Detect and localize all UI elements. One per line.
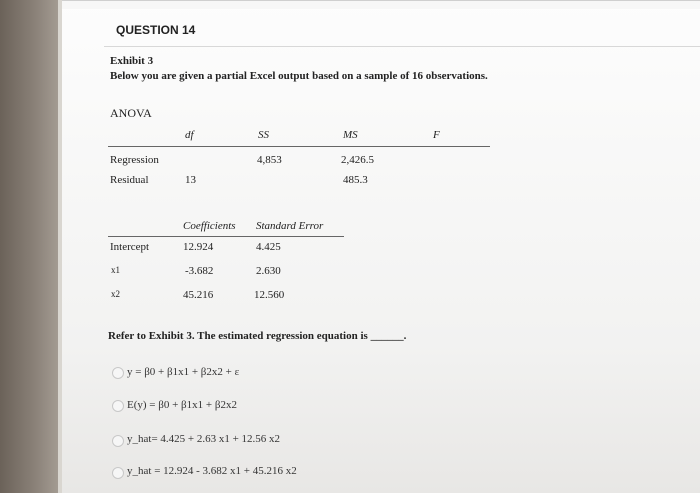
anova-row-label: Regression <box>110 154 159 166</box>
radio-button[interactable] <box>112 367 124 379</box>
option-label[interactable]: E(y) = β0 + β1x1 + β2x2 <box>127 399 237 411</box>
option-label[interactable]: y_hat= 4.425 + 2.63 x1 + 12.56 x2 <box>127 433 281 445</box>
anova-header-rule <box>108 146 490 147</box>
coef-cell-coefficient: 45.216 <box>183 289 214 301</box>
exhibit-intro: Below you are given a partial Excel output based on a sample of 16 observations. <box>110 70 488 82</box>
coef-header-coefficients: Coefficients <box>183 220 236 232</box>
question-title: QUESTION 14 <box>116 23 196 37</box>
anova-header-ms: MS <box>343 129 358 141</box>
option-label[interactable]: y_hat = 12.924 - 3.682 x1 + 45.216 x2 <box>127 465 297 477</box>
anova-cell-ms: 2,426.5 <box>341 154 374 166</box>
coef-cell-std-error: 4.425 <box>256 241 281 253</box>
exhibit-title: Exhibit 3 <box>110 55 154 67</box>
coef-row-label: x2 <box>111 289 120 299</box>
coef-header-rule <box>108 236 344 237</box>
coef-cell-coefficient: -3.682 <box>185 265 214 277</box>
background-edge <box>0 0 58 493</box>
coef-cell-coefficient: 12.924 <box>183 241 214 253</box>
coef-row-label: x1 <box>111 265 120 275</box>
anova-cell-ms: 485.3 <box>343 174 368 186</box>
coef-row-label: Intercept <box>110 241 150 253</box>
anova-header-f: F <box>433 129 440 141</box>
anova-header-ss: SS <box>258 129 269 141</box>
anova-header-df: df <box>185 129 194 141</box>
title-divider <box>104 46 700 47</box>
option-label[interactable]: y = β0 + β1x1 + β2x2 + ε <box>127 366 240 378</box>
anova-row-label: Residual <box>110 174 149 186</box>
anova-cell-ss: 4,853 <box>257 154 282 166</box>
anova-cell-df: 13 <box>185 174 196 186</box>
anova-title: ANOVA <box>110 106 152 120</box>
coef-cell-std-error: 12.560 <box>254 289 285 301</box>
coef-cell-std-error: 2.630 <box>256 265 281 277</box>
sheet-top-border <box>62 0 700 9</box>
radio-button[interactable] <box>112 400 124 412</box>
coef-header-std-error: Standard Error <box>256 220 324 232</box>
radio-button[interactable] <box>112 435 124 447</box>
radio-button[interactable] <box>112 467 124 479</box>
question-prompt: Refer to Exhibit 3. The estimated regression equation is ______. <box>108 330 407 342</box>
